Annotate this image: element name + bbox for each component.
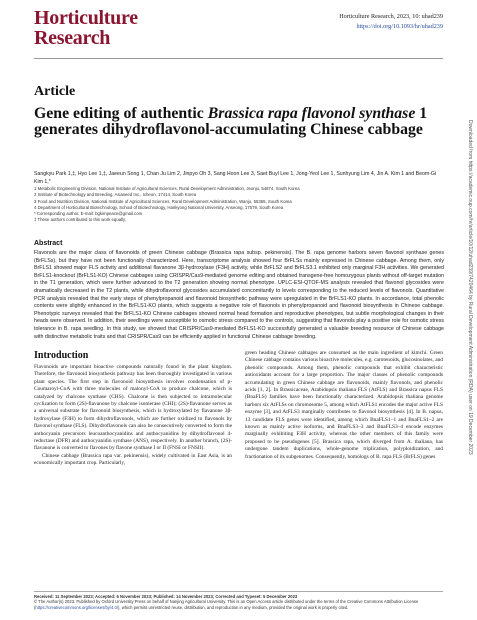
doi-link[interactable]: https://doi.org/10.1093/hr/uhad239	[356, 23, 443, 30]
affiliation-1: 1 Metabolic Engineering Division, National Institute of Agricultural Sciences, Rural Development Administration, Jeonju, 54874, South Korea	[34, 186, 300, 191]
intro-column-left	[34, 364, 232, 468]
article-title	[34, 106, 434, 138]
intro-paragraph: green heading Chinese cabbages are consumed as the main ingredient of kimchi. Green Chinese cabbage contains various bioactive molecules, e.g. carotenoids, glucosinolates, and phenolic compounds. Among them, phenolic compounds that exhibit characteristic antioxidants account for a large proportion. The major classes of phenolic compounds accumulating in green Chinese cabbage are flavonoids, mainly flavonols, and phenolic acids [1, 2]. In Brassicaceae, Arabidopsis thaliana FLS (AtFLS) and Brassica napus FLS (BnaFLS) families have been functionally characterized. Arabidopsis thaliana genome harbors six AtFLSs on chromosome 5, among which AtFLS1 encodes the major active FLS enzyme [3], and AtFLS3 marginally contributes to flavonol biosynthesis [4]. In B. napus, 13 candidate FLS genes were identified, among which BnaFLS1–1 and BnaFLS1–2 are known as mainly active isoforms, and BnaFLS3–3 and BnaFLS3–4 encode enzymes marginally exhibiting F3H activity, whereas the other members of this family were proposed to be pseudogenes [5]. Brassica rapa, which diverged from A. thaliana, has undergone tandem duplications, whole-genome triplication, polyploidization, and fractionation of its subgenomes. Consequently, homologs of B. rapa FLS (BrFLS) genes	[245, 350, 443, 460]
download-watermark: Downloaded from https://academic.oup.com/hr/article/10/12/uhad239/7420464 by Rural Development Administration (RDA) user on 19 December 2023	[467, 120, 473, 455]
copyright-text-end: ), which permits unrestricted reuse, distribution, and reproduction in any medium, provided the original work is properly cited.	[118, 604, 349, 610]
logo-line-1: Horticulture	[34, 7, 138, 29]
corresponding-author: * Corresponding author. E-mail: bgkimpeace@gmail.com	[34, 211, 143, 217]
title-suffix: 1 generates dihydroflavonol-accumulating Chinese cabbage	[34, 105, 428, 138]
equal-contribution-note: ‡ These authors contributed to this work equally.	[34, 217, 127, 223]
journal-header	[339, 12, 443, 32]
logo-line-2: Research	[34, 27, 111, 49]
abstract-heading: Abstract	[34, 240, 63, 247]
journal-citation: Horticulture Research, 2023, 10: uhad239	[339, 13, 443, 20]
affiliations	[34, 186, 444, 224]
article-type: Article	[34, 84, 76, 99]
affiliation-3: 3 Food and Nutrition Division, National Institute of Agricultural Sciences, Rural Development Administration, Wanju, 55365, South Korea	[34, 198, 292, 204]
footer-divider	[34, 591, 443, 592]
author-list: Sangkyu Park 1,‡, Hyo Lee 1,‡, Jaeeun Song 1, Chan Ju Lim 2, Jinpyo Oh 3, Sang Hoon Lee 3, Saet Buyl Lee 1, Jong-Yeol Lee 1, Sunhyung Lim 4, Jin A. Kim 1 and Beom-Gi Kim 1,*	[34, 171, 437, 185]
intro-paragraph: Flavonoids are important bioactive compounds naturally found in the plant kingdom. Therefore, the flavonoid biosynthesis pathway has been thoroughly investigated in various plant species. The first step in flavonoid biosynthesis involves condensation of p-Coumaroyl-CoA with three molecules of malonyl-CoA to produce chalcone, which is catalyzed by chalcone synthase (CHS). Chalcone is then subjected to intramolecular cyclization to form (2S)-flavanone by chalcone isomerase (CHI); (2S)-flavanone serves as a universal substrate for flavonoid biosynthesis, which is hydroxylated by flavanone 3β-hydroxylase (F3H) to form dihydroflavonols, which are further oxidized to flavonols by flavonol synthase (FLS). Dihydroflavonols can also be consecutively converted to form the anthocyanin precursors leucoanthocyanidins and anthocyanidins by dihydroflavonol 4-reductase (DFR) and anthocyanidin synthase (ANS), respectively. In another branch, (2S)-flavanone is converted to flavones by flavone synthase I or II (FNSI or FNSII).	[34, 364, 232, 452]
article-footer	[34, 594, 444, 610]
copyright-text: © The Author(s) 2023. Published by Oxford University Press on behalf of Nanjing Agricultural University. This is an Open Access article distributed under the terms of the Creative Commons Attribution License (	[34, 599, 419, 610]
intro-column-right	[245, 350, 443, 461]
license-link[interactable]: https://creativecommons.org/licenses/by/4.0/	[35, 604, 119, 610]
intro-paragraph: Chinese cabbage (Brassica rapa var. pekinensis), widely cultivated in East Asia, is an economically important crop. Particularly,	[34, 452, 232, 467]
affiliation-2: 2 Institute of Biotechnology and Breeding, Asiaseed Inc., Icheon, 17414, South Korea	[34, 192, 197, 198]
title-prefix: Gene editing of authentic	[34, 105, 208, 122]
copyright-notice	[34, 599, 444, 610]
title-italic: Brassica rapa flavonol synthase	[207, 105, 416, 122]
journal-logo[interactable]	[34, 8, 138, 48]
header-divider	[34, 58, 443, 59]
received-dates: Received: 11 September 2023; Accepted: 6 November 2023; Published: 14 November 2023; Corrected and Typeset: 5 December 2023	[34, 594, 298, 599]
abstract-text: Flavonols are the major class of flavonoids of green Chinese cabbage (Brassica rapa subsp. pekinensis). The B. rapa genome harbors seven flavonol synthase genes (BrFLSs), but they have not been functionally characterized. Here, transcriptome analysis showed four BrFLSs mainly expressed in Chinese cabbage. Among them, only BrFLS1 showed major FLS activity and additional flavanone 3β-hydroxylase (F3H) activity, while BrFLS2 and BrFLS3.1 exhibited only marginal F3H activities. We generated BrFLS1-knockout (BrFLS1-KO) Chinese cabbages using CRISPR/Cas9-mediated genome editing and obtained transgene-free homozygous plants without off-target mutation in the T1 generation, which were further advanced to the T2 generation showing normal phenotype. UPLC-ESI-QTOF-MS analysis revealed that flavonol glycosides were dramatically decreased in the T2 plants, while dihydroflavonol glycosides accumulated concomitantly to levels corresponding to the reduced levels of flavonols. Quantitative PCR analysis revealed that the early steps of phenylpropanoid and flavonoid biosynthetic pathway were upregulated in the BrFLS1-KO plants. In accordance, total phenolic contents were slightly enhanced in the BrFLS1-KO plants, which suggests a negative role of flavonols in phenylpropanoid and flavonoid biosynthesis in Chinese cabbage. Phenotypic surveys revealed that the BrFLS1-KO Chinese cabbages showed normal head formation and reproductive phenotypes, but subtle morphological changes in their heads were observed. In addition, their seedlings were susceptible to osmotic stress compared to the controls, suggesting that flavonols play a positive role for osmotic stress tolerance in B. rapa seedling. In this study, we showed that CRISPR/Cas9-mediated BrFLS1-KO successfully generated a valuable breeding resource of Chinese cabbage with distinctive metabolic traits and that CRISPR/Cas9 can be efficiently applied in functional Chinese cabbage breeding.	[34, 250, 444, 340]
affiliation-4: 4 Department of Horticultural Biotechnology, School of Biotechnology, Hankyong National University, Anseong, 17579, South Korea	[34, 204, 284, 210]
introduction-heading: Introduction	[34, 350, 89, 361]
